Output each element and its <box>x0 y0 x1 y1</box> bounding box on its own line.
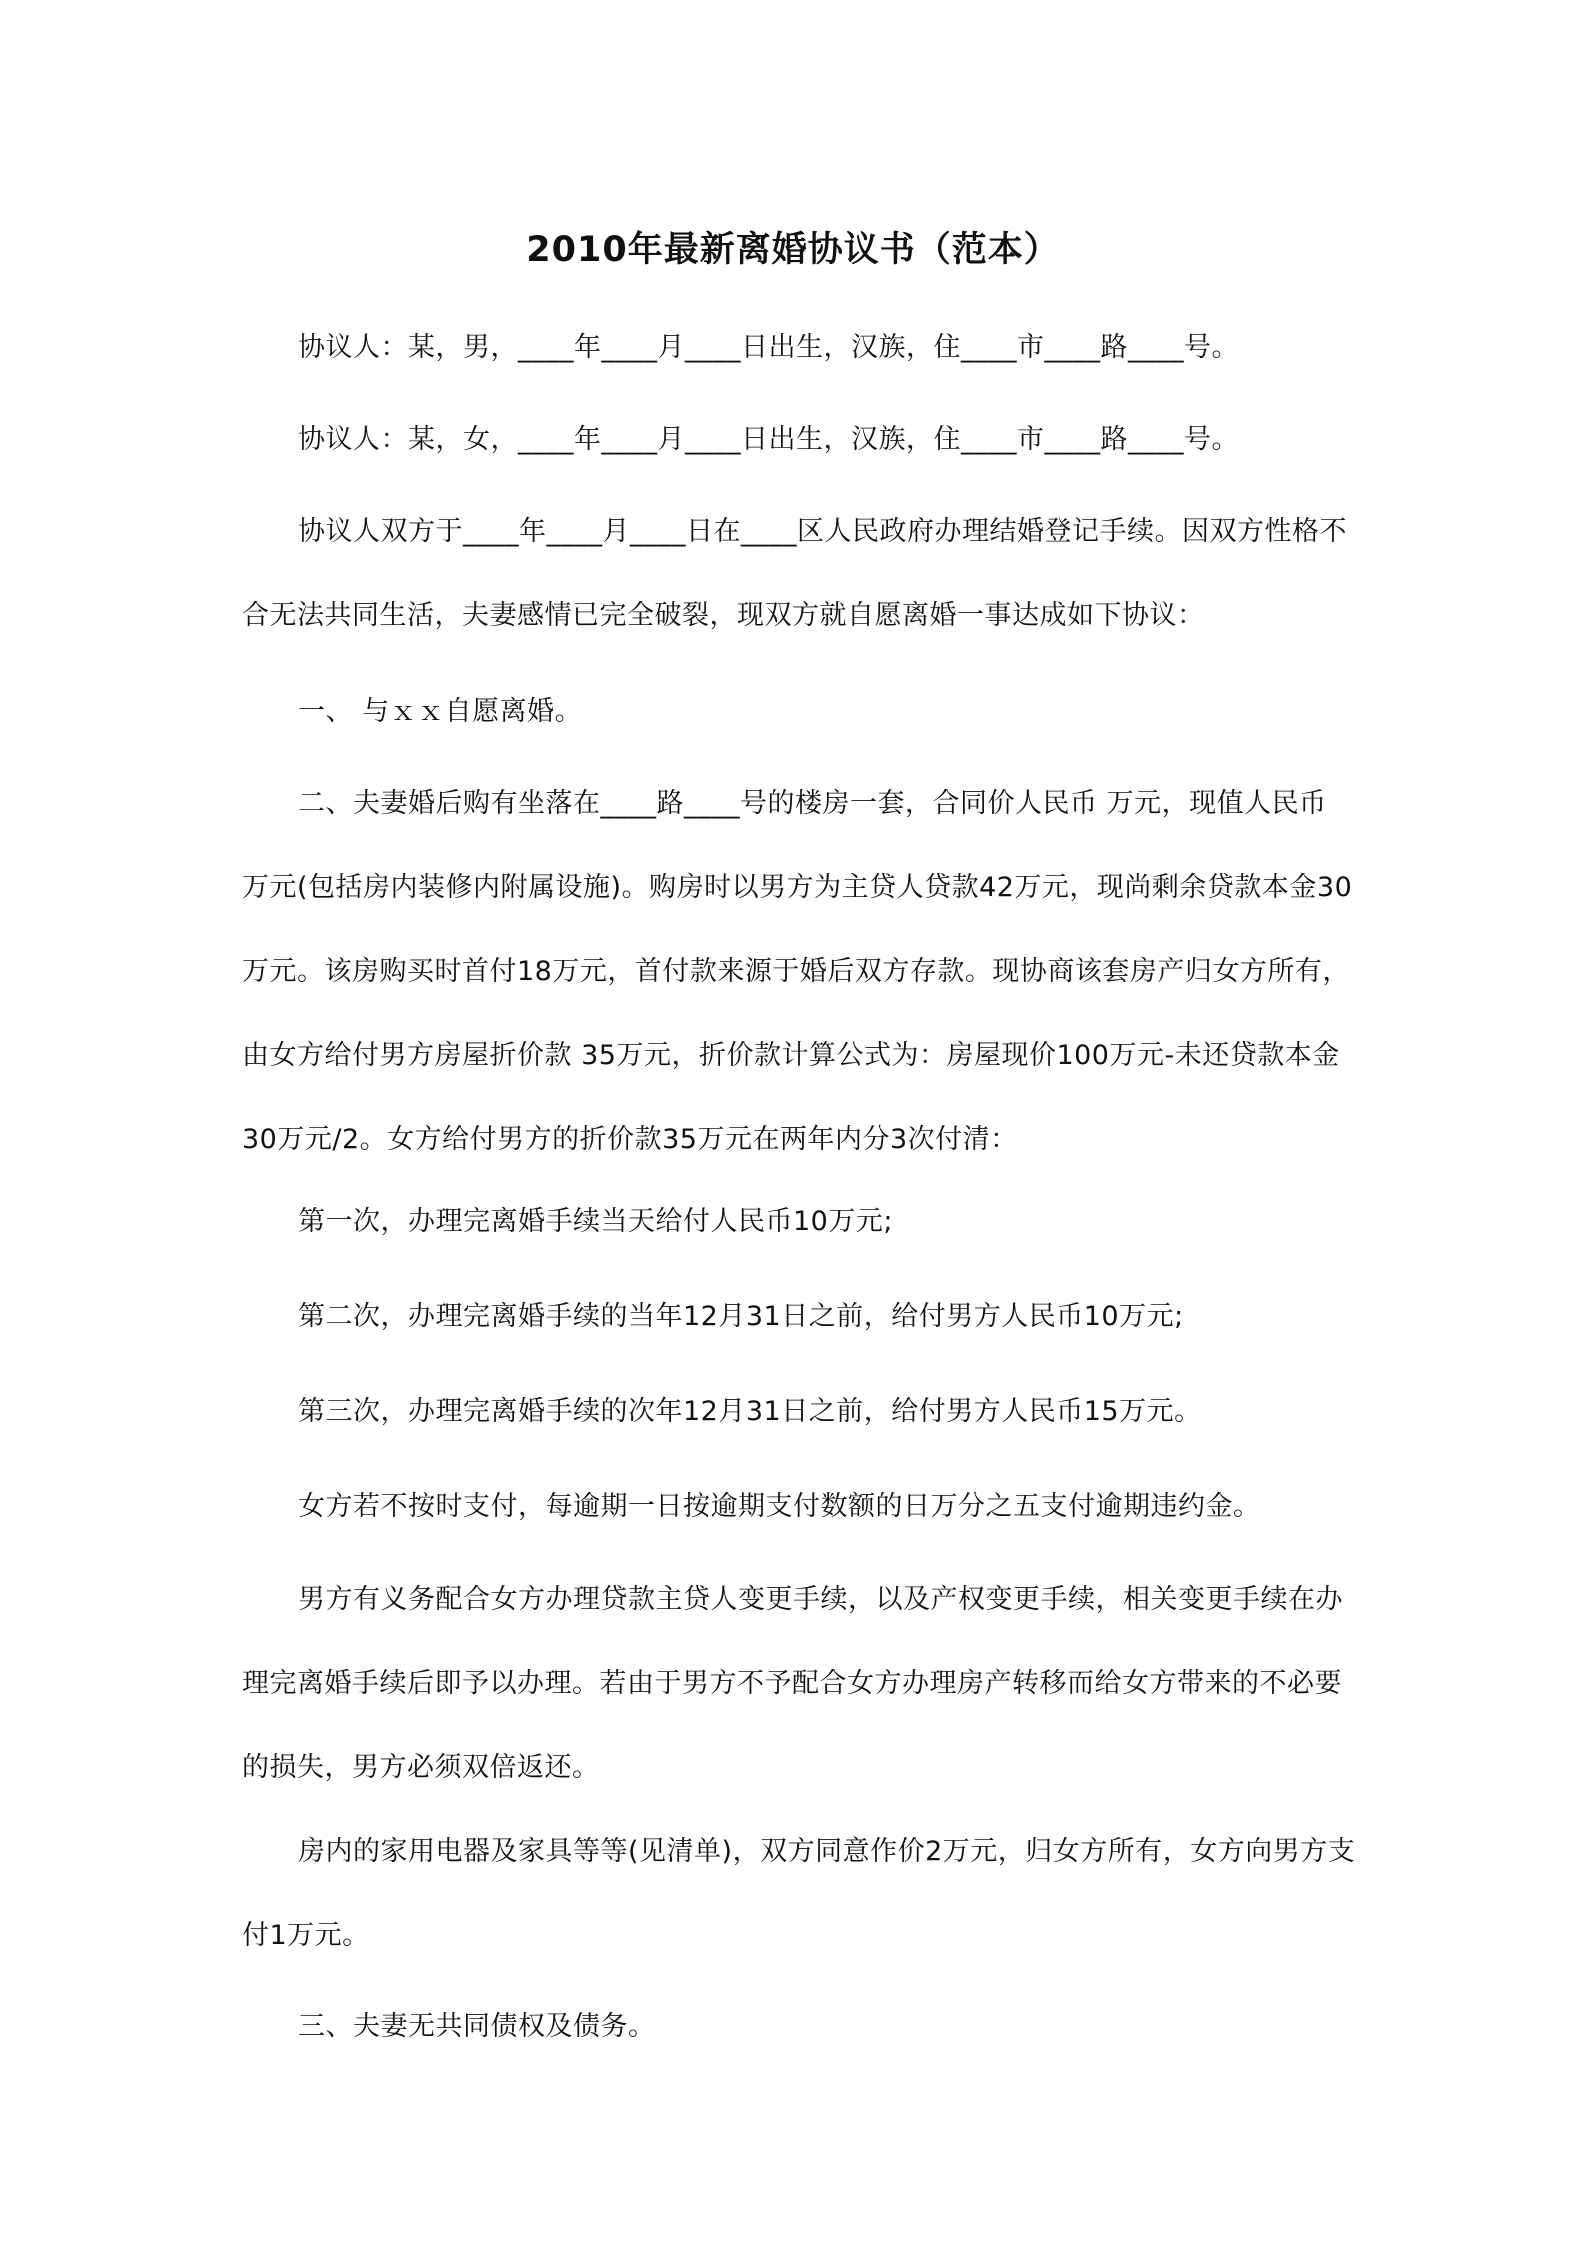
paragraph-loan-transfer: 男方有义务配合女方办理贷款主贷人变更手续，以及产权变更手续，相关变更手续在办理完离婚手续后即予以办理。若由于男方不予配合女方办理房产转移而给女方带来的不必要的损失，男方必须双倍返还。 <box>242 1584 1343 1783</box>
paragraph-party-female: 协议人：某，女，____年____月____日出生，汉族，住____市____路____号。 <box>298 424 1239 455</box>
paragraph-first-payment: 第一次，办理完离婚手续当天给付人民币10万元; <box>298 1206 893 1237</box>
paragraph-late-penalty: 女方若不按时支付，每逾期一日按逾期支付数额的日万分之五支付逾期违约金。 <box>298 1491 1261 1522</box>
paragraph-second-payment: 第二次，办理完离婚手续的当年12月31日之前，给付男方人民币10万元; <box>298 1301 1184 1332</box>
paragraph-clause-three-debts: 三、夫妻无共同债权及债务。 <box>298 2011 656 2042</box>
paragraph-clause-one: 一、 与ｘｘ自愿离婚。 <box>298 696 583 727</box>
paragraph-household-items: 房内的家用电器及家具等等(见清单)，双方同意作价2万元，归女方所有，女方向男方支付1万元。 <box>242 1836 1356 1951</box>
paragraph-marriage-registration: 协议人双方于____年____月____日在____区人民政府办理结婚登记手续。因双方性格不合无法共同生活，夫妻感情已完全破裂，现双方就自愿离婚一事达成如下协议： <box>242 516 1347 631</box>
paragraph-clause-two-property: 二、夫妻婚后购有坐落在____路____号的楼房一套，合同价人民币 万元，现值人民币 万元(包括房内装修内附属设施)。购房时以男方为主贷人贷款42万元，现尚剩余贷款本金30万元。该房购买时首付18万元，首付款来源于婚后双方存款。现协商该套房产归女方所有，由女方给付男方房屋折价款 35万元，折价款计算公式为：房屋现价100万元-未还贷款本金30万元/2。女方给付男方的折价款35万元在两年内分3次付清： <box>242 788 1353 1155</box>
document-title: 2010年最新离婚协议书（范本） <box>526 230 1060 270</box>
paragraph-third-payment: 第三次，办理完离婚手续的次年12月31日之前，给付男方人民币15万元。 <box>298 1396 1202 1427</box>
paragraph-party-male: 协议人：某，男，____年____月____日出生，汉族，住____市____路____号。 <box>298 332 1239 363</box>
